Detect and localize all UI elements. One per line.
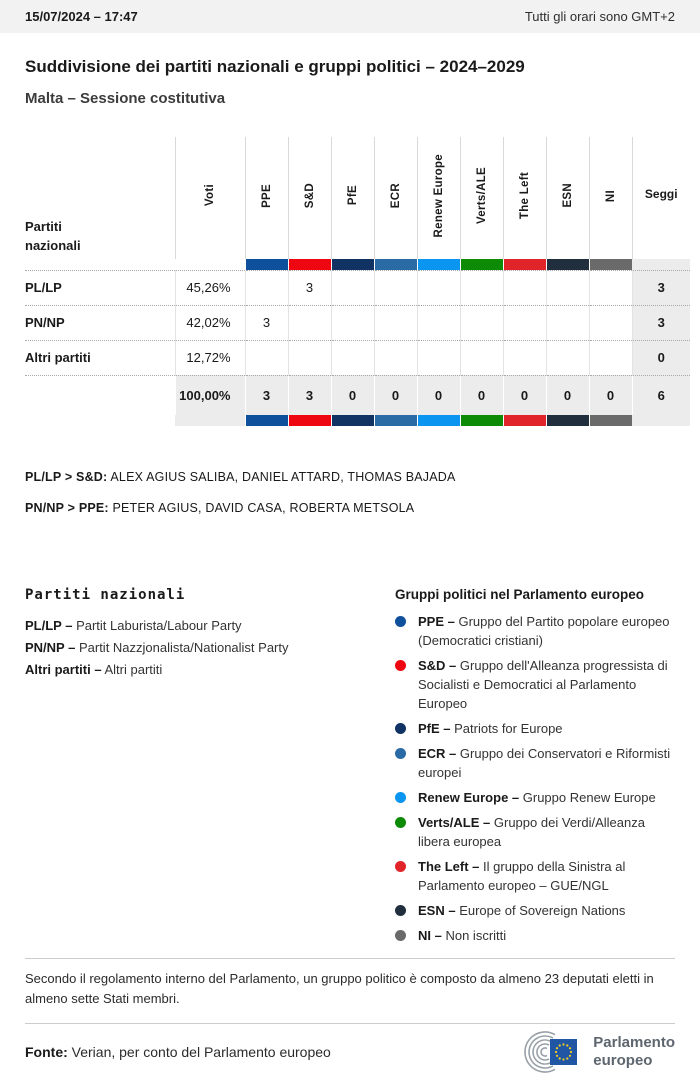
spacer-cell [25, 259, 175, 270]
delegation-names: PETER AGIUS, DAVID CASA, ROBERTA METSOLA [112, 501, 415, 515]
spacer-cell [25, 415, 175, 426]
voti-label: Voti [204, 184, 216, 207]
page-subtitle: Malta – Sessione costitutiva [25, 90, 226, 107]
corner-label: Partiti nazionali [25, 219, 81, 253]
seat-cell [288, 305, 331, 340]
party-cell: PN/NP [25, 305, 175, 340]
timezone-note: Tutti gli orari sono GMT+2 [524, 9, 675, 24]
group-color-bar-verts [460, 415, 503, 426]
group-color-bar-ppe [245, 259, 288, 270]
group-header-ni: NI [589, 137, 632, 259]
seat-cell [503, 340, 546, 375]
seat-cell: 3 [288, 270, 331, 305]
legend-item: ESN – Europe of Sovereign Nations [395, 901, 675, 920]
top-bar [0, 0, 700, 33]
corner-header [25, 137, 175, 259]
legend-section [25, 587, 675, 945]
seat-cell [546, 270, 589, 305]
datetime-label: 15/07/2024 – 17:47 [25, 9, 138, 24]
footnote: Secondo il regolamento interno del Parlamento, un gruppo politico è composto da almeno 23 deputati eletti in almeno sette Stati membri. [25, 971, 654, 1007]
group-header-ppe: PPE [245, 137, 288, 259]
national-parties-legend-title: Partiti nazionali [25, 587, 186, 603]
political-groups-legend-title: Gruppi politici nel Parlamento europeo [395, 587, 645, 602]
seggi-cell: 0 [632, 340, 690, 375]
total-seat-cell: 0 [331, 375, 374, 415]
legend-item: NI – Non iscritti [395, 926, 675, 945]
seat-cell [503, 305, 546, 340]
total-seat-cell: 0 [503, 375, 546, 415]
group-color-bar-renew [417, 259, 460, 270]
group-color-dot [395, 861, 406, 872]
group-header-verts: Verts/ALE [460, 137, 503, 259]
seat-cell [589, 270, 632, 305]
seat-cell [589, 340, 632, 375]
seat-cell [374, 270, 417, 305]
legend-item: S&D – Gruppo dell'Alleanza progressista di Socialisti e Democratici al Parlamento Europeo [395, 656, 675, 713]
party-cell: PL/LP [25, 270, 175, 305]
seat-cell [374, 305, 417, 340]
seat-cell [460, 305, 503, 340]
delegation-pllp [25, 470, 675, 484]
total-seat-cell: 0 [374, 375, 417, 415]
total-seat-cell: 0 [417, 375, 460, 415]
source-text: Verian, per conto del Parlamento europeo [71, 1044, 331, 1061]
total-seat-cell: 3 [245, 375, 288, 415]
total-seat-cell: 0 [460, 375, 503, 415]
seat-cell [417, 270, 460, 305]
seat-cell [460, 270, 503, 305]
table-total-row [25, 375, 690, 415]
group-color-bar-row-bottom [25, 415, 690, 426]
table-header-row [25, 137, 690, 259]
spacer-cell [175, 415, 245, 426]
total-seat-cell: 0 [589, 375, 632, 415]
legend-item: ECR – Gruppo dei Conservatori e Riformisti europei [395, 744, 675, 782]
spacer-cell [175, 259, 245, 270]
legend-item: PN/NP – Partit Nazzjonalista/Nationalist Party [25, 640, 289, 655]
source-row [25, 1028, 675, 1076]
legend-item: PL/LP – Partit Laburista/Labour Party [25, 618, 242, 633]
group-color-bar-left [503, 415, 546, 426]
group-color-dot [395, 817, 406, 828]
divider [25, 1023, 675, 1024]
table-row-pllp [25, 270, 690, 305]
seat-cell [288, 340, 331, 375]
total-seggi-cell: 6 [632, 375, 690, 415]
spacer-cell [632, 259, 690, 270]
group-color-dot [395, 748, 406, 759]
group-color-dot [395, 792, 406, 803]
delegation-pnnp [25, 501, 675, 515]
political-groups-legend [395, 587, 675, 945]
group-color-dot [395, 616, 406, 627]
group-color-bar-sd [288, 415, 331, 426]
legend-item: PPE – Gruppo del Partito popolare europeo (Democratici cristiani) [395, 612, 675, 650]
group-color-bar-left [503, 259, 546, 270]
seat-cell [374, 340, 417, 375]
page-title: Suddivisione dei partiti nazionali e gruppi politici – 2024–2029 [25, 57, 525, 76]
source-line [25, 1044, 331, 1060]
seggi-cell: 3 [632, 305, 690, 340]
voti-cell: 42,02% [175, 305, 245, 340]
european-parliament-logo [511, 1028, 675, 1076]
spacer-cell [632, 415, 690, 426]
seat-cell [331, 270, 374, 305]
seat-cell: 3 [245, 305, 288, 340]
seat-cell [546, 305, 589, 340]
spacer-cell [25, 375, 175, 415]
group-color-bar-renew [417, 415, 460, 426]
group-color-bar-sd [288, 259, 331, 270]
group-color-bar-pfe [331, 259, 374, 270]
group-color-bar-ecr [374, 259, 417, 270]
group-color-dot [395, 905, 406, 916]
seat-cell [245, 340, 288, 375]
source-label: Fonte: [25, 1044, 68, 1061]
group-header-ecr: ECR [374, 137, 417, 259]
results-table [25, 137, 690, 426]
seat-cell [331, 340, 374, 375]
group-color-bar-verts [460, 259, 503, 270]
total-seat-cell: 0 [546, 375, 589, 415]
legend-item: The Left – Il gruppo della Sinistra al Parlamento europeo – GUE/NGL [395, 857, 675, 895]
voti-cell: 45,26% [175, 270, 245, 305]
delegation-label: PN/NP > PPE: [25, 501, 109, 515]
seat-cell [245, 270, 288, 305]
voti-column-header [175, 137, 245, 259]
group-header-pfe: PfE [331, 137, 374, 259]
group-color-bar-pfe [331, 415, 374, 426]
group-header-left: The Left [503, 137, 546, 259]
seat-cell [589, 305, 632, 340]
legend-item: PfE – Patriots for Europe [395, 719, 675, 738]
group-color-bar-row [25, 259, 690, 270]
seat-cell [460, 340, 503, 375]
delegation-names: ALEX AGIUS SALIBA, DANIEL ATTARD, THOMAS BAJADA [110, 470, 456, 484]
total-seat-cell: 3 [288, 375, 331, 415]
seggi-column-header [632, 137, 690, 259]
divider [25, 958, 675, 959]
legend-item: Verts/ALE – Gruppo dei Verdi/Alleanza libera europea [395, 813, 675, 851]
table-row-pnnp [25, 305, 690, 340]
seat-cell [503, 270, 546, 305]
total-voti-cell: 100,00% [175, 375, 245, 415]
group-color-bar-ecr [374, 415, 417, 426]
hemicycle-flag-icon [511, 1028, 583, 1076]
delegation-label: PL/LP > S&D: [25, 470, 108, 484]
logo-wordmark: Parlamento europeo [593, 1034, 675, 1070]
seggi-cell: 3 [632, 270, 690, 305]
seat-cell [331, 305, 374, 340]
group-color-bar-esn [546, 415, 589, 426]
seat-cell [546, 340, 589, 375]
seat-cell [417, 340, 460, 375]
group-header-renew: Renew Europe [417, 137, 460, 259]
group-header-sd: S&D [288, 137, 331, 259]
voti-cell: 12,72% [175, 340, 245, 375]
group-color-dot [395, 660, 406, 671]
group-color-dot [395, 930, 406, 941]
legend-item: Renew Europe – Gruppo Renew Europe [395, 788, 675, 807]
group-header-esn: ESN [546, 137, 589, 259]
group-color-bar-ppe [245, 415, 288, 426]
legend-item: Altri partiti – Altri partiti [25, 662, 163, 677]
group-color-dot [395, 723, 406, 734]
party-cell: Altri partiti [25, 340, 175, 375]
seat-cell [417, 305, 460, 340]
seggi-label: Seggi [644, 186, 678, 201]
group-color-bar-esn [546, 259, 589, 270]
group-color-bar-ni [589, 259, 632, 270]
national-parties-legend [25, 587, 395, 945]
group-color-bar-ni [589, 415, 632, 426]
table-row-altri [25, 340, 690, 375]
